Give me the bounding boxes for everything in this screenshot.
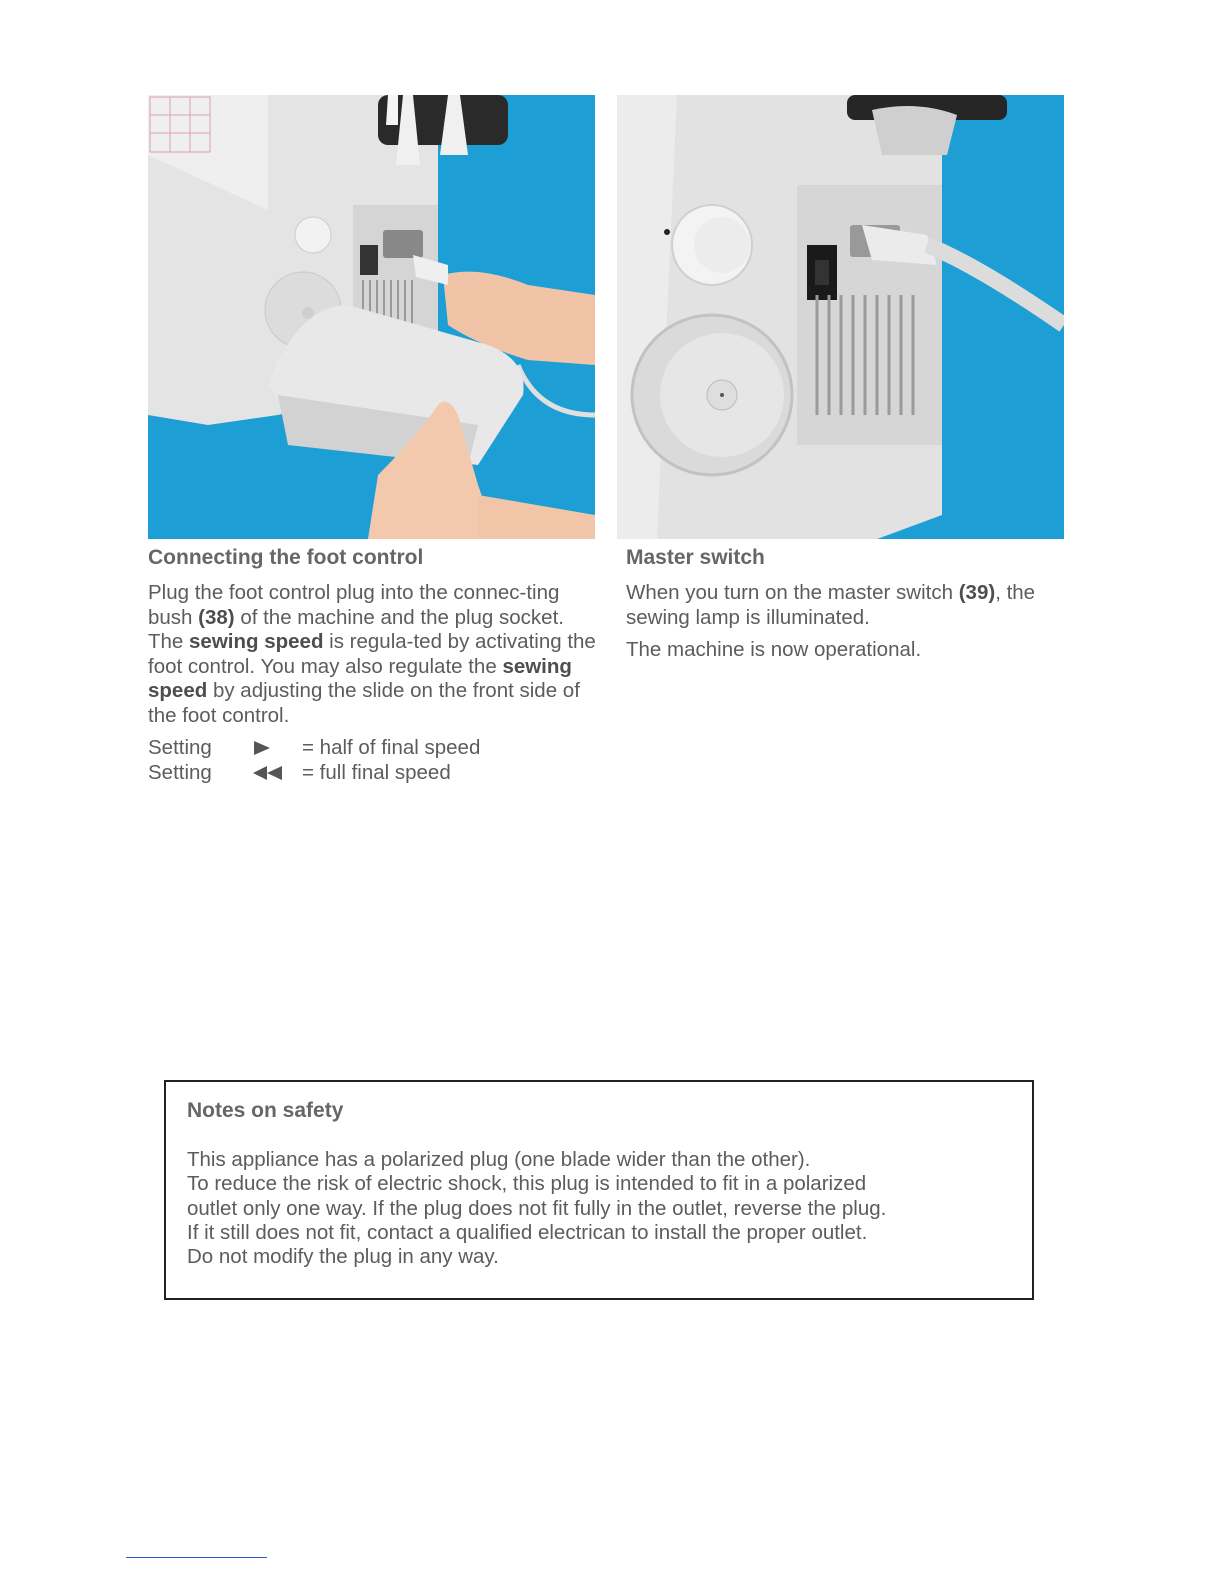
setting-half-speed: Setting = half of final speed [148, 736, 481, 759]
play-icon [252, 736, 302, 761]
safety-line: If it still does not fit, contact a qualified electrican to install the proper outlet. [187, 1220, 868, 1244]
safety-line: To reduce the risk of electric shock, this plug is intended to fit in a polarized [187, 1172, 867, 1196]
safety-line: outlet only one way. If the plug does not fit fully in the outlet, reverse the plug. [187, 1196, 887, 1220]
master-switch-instructions: When you turn on the master switch (39), the sewing lamp is illuminated. [626, 581, 1036, 629]
foot-control-section [148, 545, 608, 785]
safety-heading: Notes on safety [187, 1099, 344, 1122]
operational-note: The machine is now operational. [626, 638, 922, 661]
setting-full-speed: Setting = full final speed [148, 760, 451, 784]
master-switch-section [626, 545, 1086, 671]
rewind-icon [252, 761, 302, 786]
safety-line: This appliance has a polarized plug (one blade wider than the other). [187, 1148, 811, 1171]
master-switch-photo [617, 95, 1064, 539]
footer-rule [126, 1557, 267, 1558]
foot-control-photo [148, 95, 595, 539]
foot-control-heading: Connecting the foot control [148, 546, 424, 569]
master-switch-heading: Master switch [626, 546, 765, 569]
safety-line: Do not modify the plug in any way. [187, 1245, 499, 1269]
foot-control-instructions: Plug the foot control plug into the connec-ting bush (38) of the machine and the plug socket. The sewing speed is regula-ted by activating the foot control. You may also regulate the sewing speed by adjusting the slide on the front side of the foot control. [148, 581, 596, 727]
safety-notes-box [164, 1080, 1034, 1300]
